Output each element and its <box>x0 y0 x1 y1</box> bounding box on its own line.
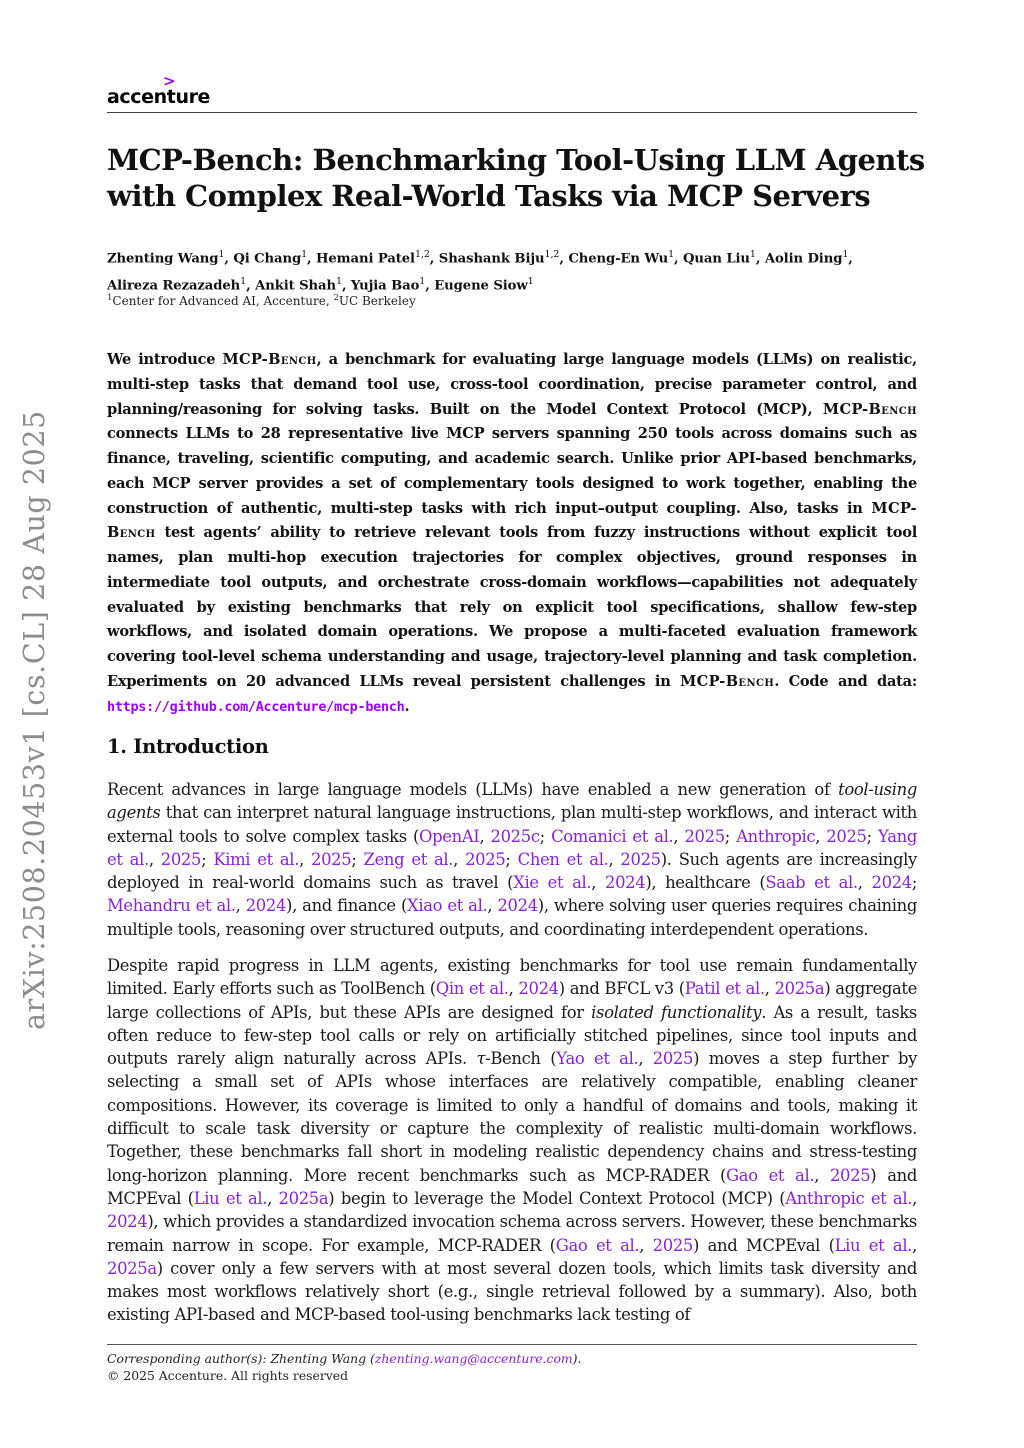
text-run: that can interpret natural language instructions, plan multi-step workflows, and interact with external tools to solve complex tasks ( <box>107 803 917 846</box>
citation-link[interactable]: 2024 <box>107 1212 148 1232</box>
author-affiliation-sup: 1 <box>218 249 225 260</box>
text-run: ), healthcare ( <box>645 873 766 893</box>
citation-link[interactable]: 2025 <box>160 849 202 869</box>
citation-link[interactable]: 2025 <box>829 1165 871 1185</box>
text-run: , <box>235 896 246 916</box>
code-data-link[interactable]: https://github.com/Accenture/mcp-bench <box>107 698 405 715</box>
author-name: Zhenting Wang <box>107 251 219 267</box>
text-run: ) and BFCL v3 ( <box>558 979 685 999</box>
benchmark-name: MCP-Bench <box>822 400 917 418</box>
author-separator: , <box>341 278 351 294</box>
section-number: 1. <box>107 735 127 758</box>
header-rule <box>107 112 917 113</box>
text-run: , <box>487 896 498 916</box>
emphasis-text: tool-using agents <box>107 780 917 823</box>
corresponding-author <box>107 1350 917 1367</box>
citation-link[interactable]: 2024 <box>871 873 912 893</box>
citation-link[interactable]: OpenAI <box>419 826 480 846</box>
copyright-notice: © 2025 Accenture. All rights reserved <box>107 1368 349 1383</box>
text-run: ). Such agents are increasingly deployed in real-world domains such as travel ( <box>107 849 917 893</box>
text-run: ; <box>911 873 917 893</box>
author-separator: , <box>425 278 435 294</box>
text-run: ) begin to leverage the Model Context Protocol (MCP) ( <box>328 1188 786 1208</box>
text-run: ) and MCPEval ( <box>107 1165 917 1208</box>
text-run: ; <box>505 849 518 869</box>
author-name: Shashank Biju <box>438 251 545 267</box>
citation-link[interactable]: Gao et al. <box>726 1165 815 1185</box>
author-affiliation-sup: 1,2 <box>414 249 430 260</box>
text-run: , <box>814 1165 830 1185</box>
logo-wordmark: accenture <box>107 86 211 108</box>
logo-caret-mark: > <box>163 72 176 90</box>
text-run: , <box>815 826 827 846</box>
text-run: , <box>479 826 491 846</box>
corresponding-label: Corresponding author(s): Zhenting Wang ( <box>107 1351 375 1366</box>
section-title: Introduction <box>133 735 269 758</box>
benchmark-name: MCP-Bench <box>680 672 775 690</box>
text-run: connects LLMs to 28 representative live MCP servers spanning 250 tools across domains such as finance, traveling, scientific computing, and academic search. Unlike prior API-based benchmarks, each MCP server provides a set of complementary tools designed to work together, enabling the construction of authentic, multi-step tasks with rich input–output coupling. Also, tasks in <box>107 425 917 517</box>
benchmark-name: MCP-Bench <box>107 499 917 542</box>
author-separator: , <box>674 251 684 267</box>
text-run: . As a result, tasks often reduce to few-step tool calls or rely on artificially stitched pipelines, since tool inputs and outputs rarely align naturally across APIs. <box>107 1002 917 1069</box>
text-run: , <box>912 1188 917 1208</box>
author-separator: , <box>559 251 569 267</box>
affiliation-name: Center for Advanced AI, Accenture, <box>112 294 334 308</box>
corresponding-end: ). <box>572 1351 582 1366</box>
citation-link[interactable]: 2025 <box>465 849 506 869</box>
text-run: , <box>857 873 872 893</box>
author-separator: , <box>755 251 765 267</box>
author-separator: , <box>246 278 256 294</box>
text-run: , <box>148 849 161 869</box>
emphasis-text: τ <box>476 1049 486 1069</box>
text-run: , <box>912 1235 917 1255</box>
author-name: Cheng-En Wu <box>568 251 669 267</box>
author-name: Qi Chang <box>233 251 302 267</box>
affiliation-sup: 2 <box>333 293 339 303</box>
benchmark-name: MCP-Bench <box>222 351 317 368</box>
author-separator: , <box>429 251 439 267</box>
author-affiliation-sup: 1 <box>749 249 756 260</box>
author-name: Ankit Shah <box>255 278 336 294</box>
citation-link[interactable]: Xiao et al. <box>407 896 488 916</box>
text-run: , <box>508 979 519 999</box>
emphasis-text: isolated functionality <box>591 1002 762 1022</box>
text-run: , <box>673 826 685 846</box>
citation-link[interactable]: Yao et al. <box>556 1049 639 1069</box>
citation-link[interactable]: 2024 <box>245 896 287 916</box>
citation-link[interactable]: Patil et al. <box>684 979 765 999</box>
text-run: ), which provides a standardized invocation schema across servers. However, these benchmarks remain narrow in scope. For example, MCP-RADER ( <box>107 1212 917 1255</box>
author-affiliation-sup: 1 <box>668 249 675 260</box>
citation-link[interactable]: Gao et al. <box>555 1235 640 1255</box>
text-run: ) aggregate large collections of APIs, but these APIs are designed for <box>107 979 917 1022</box>
citation-link[interactable]: Kimi et al. <box>213 849 300 869</box>
author-separator: , <box>307 251 317 267</box>
citation-link[interactable]: 2025 <box>310 849 352 869</box>
text-run: , <box>267 1188 279 1208</box>
citation-link[interactable]: 2025a <box>774 979 825 999</box>
text-run: , <box>639 1235 653 1255</box>
abstract <box>107 348 917 719</box>
citation-link[interactable]: 2025c <box>490 826 540 846</box>
text-run: ; <box>201 849 214 869</box>
citation-link[interactable]: 2024 <box>604 873 646 893</box>
author-separator: , <box>848 251 853 267</box>
text-run: ) cover only a few servers with at most several dozen tools, which limits task diversity and makes most workflows relatively short (e.g., single retrieval followed by a summary). Also, both existing API-based and MCP-based tool-using benchmarks lack testing of <box>107 1258 917 1325</box>
text-run: ) and MCPEval ( <box>693 1235 835 1255</box>
paper-title: MCP-Bench: Benchmarking Tool-Using LLM Agents with Complex Real-World Tasks via MCP Servers <box>107 143 925 213</box>
citation-link[interactable]: Chen et al. <box>517 849 609 869</box>
text-run: . Code and data: <box>774 672 917 690</box>
citation-link[interactable]: Liu et al. <box>834 1235 913 1255</box>
citation-link[interactable]: Comanici et al. <box>551 826 674 846</box>
email-link[interactable]: zhenting.wang@accenture.com <box>374 1351 573 1366</box>
citation-link[interactable]: Saab et al. <box>765 873 858 893</box>
text-run: , <box>638 1049 653 1069</box>
citation-link[interactable]: Qin et al. <box>435 979 509 999</box>
intro-paragraph-1 <box>107 778 917 941</box>
author-separator: , <box>224 251 234 267</box>
author-affiliation-sup: 1 <box>527 276 534 288</box>
citation-link[interactable]: Yang et al. <box>107 826 917 869</box>
text-run: ), where solving user queries requires chaining multiple tools, reasoning over structured outputs, and coordinating interdependent operations. <box>107 896 917 939</box>
text-run: Recent advances in large language models (LLMs) have enabled a new generation of <box>107 780 839 799</box>
author-affiliation-sup: 1,2 <box>544 249 560 260</box>
citation-link[interactable]: Mehandru et al. <box>107 896 236 916</box>
text-run: ; <box>724 826 737 846</box>
citation-link[interactable]: 2025 <box>652 1049 694 1069</box>
text-run: ; <box>539 826 552 846</box>
author-affiliation-sup: 1 <box>842 249 849 260</box>
text-run: ), and finance ( <box>286 896 408 916</box>
text-run: , a benchmark for evaluating large language models (LLMs) on realistic, multi-step tasks that demand tool use, cross-tool coordination, precise parameter control, and planning/reasoning for solving tasks. Built on the Model Context Protocol (MCP), <box>107 351 917 418</box>
citation-link[interactable]: 2025 <box>652 1235 693 1255</box>
citation-link[interactable]: 2025 <box>826 826 867 846</box>
author-affiliation-sup: 1 <box>240 276 247 288</box>
text-run: , <box>764 979 775 999</box>
author-name: Quan Liu <box>683 251 750 267</box>
citation-link[interactable]: Xie et al. <box>513 873 592 893</box>
author-name: Yujia Bao <box>350 278 420 294</box>
author-name: Aolin Ding <box>764 251 843 267</box>
accenture-logo <box>107 74 217 110</box>
author-affiliation-sup: 1 <box>335 276 342 288</box>
text-run: -Bench ( <box>485 1049 557 1069</box>
text-run: ; <box>866 826 878 846</box>
text-run: test agents’ ability to retrieve relevant tools from fuzzy instructions without explicit tool names, plan multi-hop execution trajectories for complex objectives, ground responses in intermediate tool outputs, and orchestrate cross-domain workflows—capabilities not adequately evaluated by existing benchmarks that rely on explicit tool specifications, shallow few-step workflows, and isolated domain operations. We propose a multi-faceted evaluation framework covering tool-level schema understanding and usage, trajectory-level planning and task completion. Experiments on 20 advanced LLMs reveal persistent challenges in <box>107 524 917 690</box>
citation-link[interactable]: 2025a <box>107 1258 157 1278</box>
text-run: . <box>404 697 410 715</box>
author-name: Eugene Siow <box>434 278 528 294</box>
text-run: , <box>453 849 466 869</box>
intro-paragraph-2 <box>107 954 917 1327</box>
author-name: Hemani Patel <box>316 251 415 267</box>
citation-link[interactable]: Anthropic <box>736 826 816 846</box>
footnote <box>107 1350 917 1384</box>
author-name: Alireza Rezazadeh <box>107 278 241 294</box>
citation-link[interactable]: 2024 <box>518 979 559 999</box>
citation-link[interactable]: Liu et al. <box>193 1188 268 1208</box>
text-run: , <box>608 849 621 869</box>
citation-link[interactable]: Anthropic et al. <box>785 1188 913 1208</box>
section-heading-introduction <box>107 734 269 760</box>
text-run: , <box>591 873 605 893</box>
affiliation-name: UC Berkeley <box>338 294 416 308</box>
text-run: ; <box>351 849 364 869</box>
author-affiliation-sup: 1 <box>301 249 308 260</box>
text-run: ) moves a step further by selecting a small set of APIs whose interfaces are relatively compatible, enabling cleaner compositions. However, its coverage is limited to only a handful of domains and tools, making it difficult to scale task diversity or capture the complexity of realistic multi-domain workflows. Together, these benchmarks fall short in modeling realistic dependency chains and stress-testing long-horizon planning. More recent benchmarks such as MCP-RADER ( <box>107 1049 917 1185</box>
citation-link[interactable]: 2024 <box>497 896 538 916</box>
text-run: Despite rapid progress in LLM agents, existing benchmarks for tool use remain fundamentally limited. Early efforts such as ToolBench ( <box>107 956 917 999</box>
citation-link[interactable]: Zeng et al. <box>363 849 454 869</box>
arxiv-sidebar-stamp: arXiv:2508.20453v1 [cs.CL] 28 Aug 2025 <box>18 410 51 1030</box>
author-affiliation-sup: 1 <box>419 276 426 288</box>
citation-link[interactable]: 2025a <box>278 1188 329 1208</box>
text-run: We introduce <box>107 351 223 368</box>
footnote-rule <box>107 1344 917 1345</box>
affiliations <box>107 290 927 309</box>
citation-link[interactable]: 2025 <box>684 826 725 846</box>
citation-link[interactable]: 2025 <box>620 849 661 869</box>
affiliation-sup: 1 <box>107 293 113 303</box>
text-run: , <box>299 849 311 869</box>
